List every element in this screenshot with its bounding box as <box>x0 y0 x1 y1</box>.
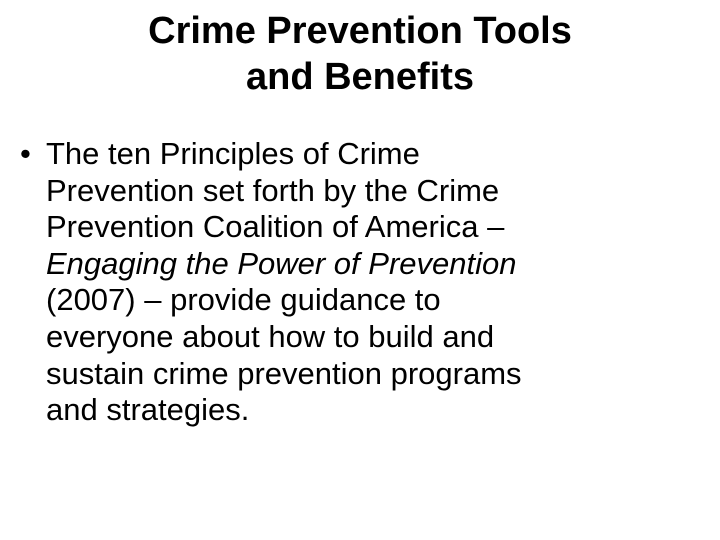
bullet-line: everyone about how to build and <box>46 318 495 354</box>
bullet-line: Prevention set forth by the Crime <box>46 172 500 208</box>
bullet-line: The ten Principles of Crime <box>46 136 420 171</box>
slide-title-line-2: and Benefits <box>245 56 475 98</box>
bullet-line: sustain crime prevention programs <box>46 355 522 391</box>
bullet-line: Prevention Coalition of America – <box>46 209 505 245</box>
slide-title-line-1: Crime Prevention Tools <box>148 10 572 52</box>
bullet-line: and strategies. <box>46 392 250 428</box>
slide-title <box>60 8 660 100</box>
bullet-marker: • <box>20 136 31 171</box>
bullet-item <box>46 136 522 429</box>
bullet-line: (2007) – provide guidance to <box>46 282 441 318</box>
bullet-line-italic-title: Engaging the Power of Prevention <box>46 245 517 281</box>
